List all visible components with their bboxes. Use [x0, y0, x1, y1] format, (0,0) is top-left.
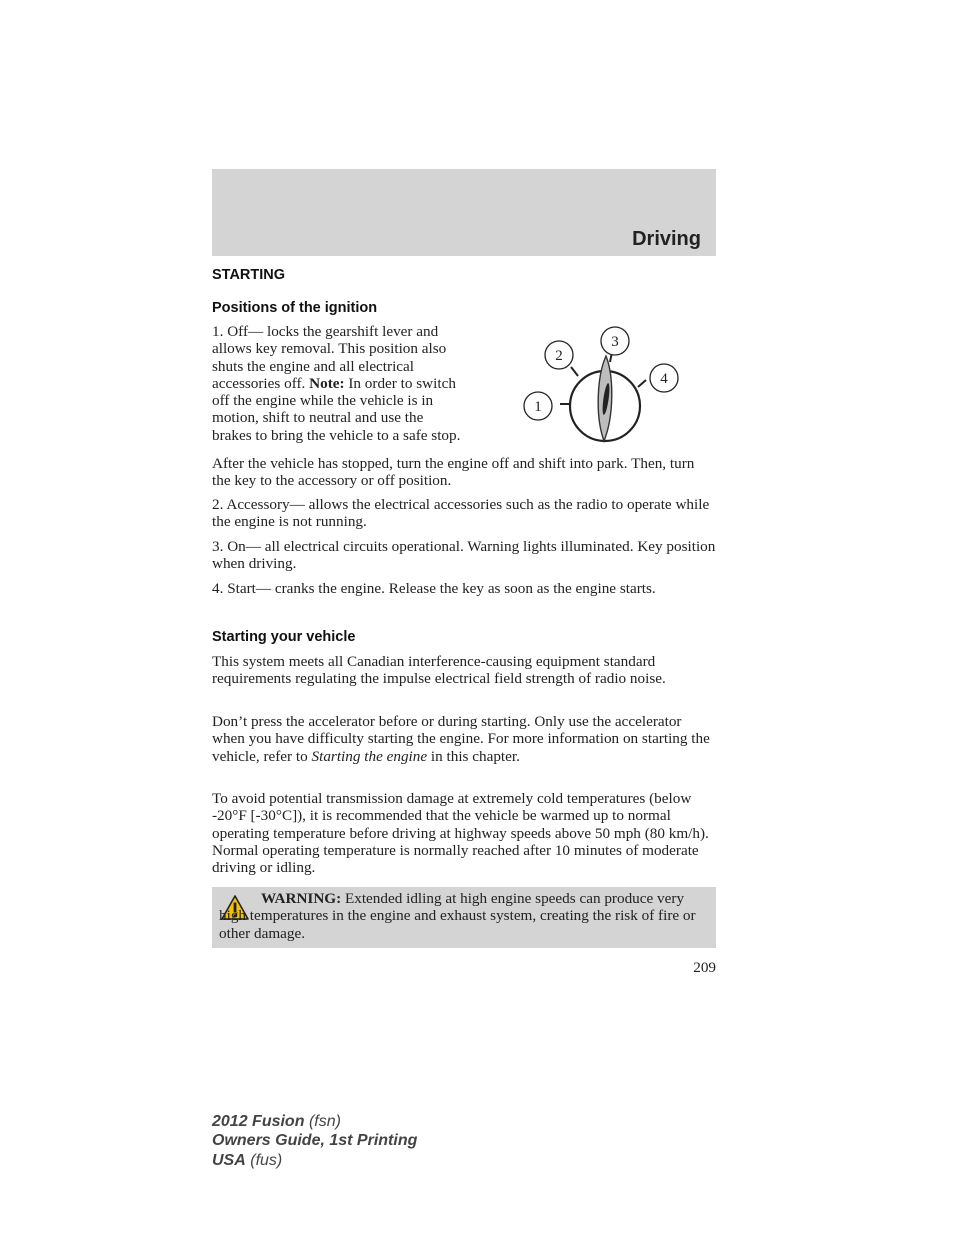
footer-model-code: (fsn)	[308, 1113, 341, 1130]
heading-ignition-positions: Positions of the ignition	[212, 300, 378, 316]
item-off-note-text: In order to switch off the engine while the vehicle is in motion, shift to neutral and use the brakes to bring the vehicle to a safe stop.	[212, 374, 461, 444]
diagram-label-4: 4	[660, 371, 668, 387]
page-number: 209	[693, 959, 716, 976]
heading-starting: STARTING	[212, 267, 286, 283]
section-title: Driving	[632, 228, 701, 250]
warning-body: Extended idling at high engine speeds can produce very high temperatures in the engine and exhaust system, creating the risk of fire or other damage.	[219, 890, 696, 942]
warning-box	[212, 887, 716, 948]
footer-guide: Owners Guide, 1st Printing	[212, 1132, 418, 1150]
paragraph-interference: This system meets all Canadian interference-causing equipment standard requirements regulating the impulse electrical field strength of radio noise.	[212, 653, 666, 688]
footer-region: USA	[212, 1151, 246, 1169]
warning-label: WARNING:	[261, 890, 342, 907]
accelerator-text: Don’t press the accelerator before or during starting. Only use the accelerator when you have difficulty starting the engine. For more information on starting the vehicle, refer to	[212, 713, 710, 765]
diagram-label-3: 3	[611, 334, 619, 350]
paragraph-cold-temperatures: To avoid potential transmission damage at extremely cold temperatures (below -20°F [-30°C]), it is recommended that the vehicle be warmed up to normal operating temperature before driving at highway speeds above 50 mph (80 km/h). Normal operating temperature is normally reached after 10 minutes of moderate driving or idling.	[212, 790, 709, 877]
accelerator-text-end: in this chapter.	[430, 747, 520, 765]
item-off-text: 1. Off— locks the gearshift lever and allows key removal. This position also shuts the engine and all electrical accessories off.	[212, 323, 447, 392]
ignition-item-accessory: 2. Accessory— allows the electrical accessories such as the radio to operate while the engine is not running.	[212, 496, 710, 531]
section-header-band	[212, 169, 716, 256]
paragraph-accelerator	[212, 713, 716, 765]
diagram-label-1: 1	[534, 399, 542, 415]
note-label: Note:	[309, 374, 345, 392]
footer-region-code: (fus)	[250, 1151, 283, 1169]
ignition-item-off	[212, 323, 462, 444]
cross-reference-starting-engine: Starting the engine	[311, 747, 428, 765]
ignition-item-off-continued: After the vehicle has stopped, turn the engine off and shift into park. Then, turn the key to the accessory or off position.	[212, 455, 695, 490]
warning-text	[219, 890, 709, 942]
footer-model: 2012 Fusion	[212, 1113, 305, 1130]
ignition-item-on: 3. On— all electrical circuits operational. Warning lights illuminated. Key position when driving.	[212, 538, 716, 573]
heading-starting-vehicle: Starting your vehicle	[212, 629, 356, 645]
ignition-item-start: 4. Start— cranks the engine. Release the key as soon as the engine starts.	[212, 580, 656, 597]
document-footer	[212, 1112, 417, 1170]
ignition-diagram	[518, 324, 688, 448]
diagram-label-2: 2	[555, 348, 563, 364]
